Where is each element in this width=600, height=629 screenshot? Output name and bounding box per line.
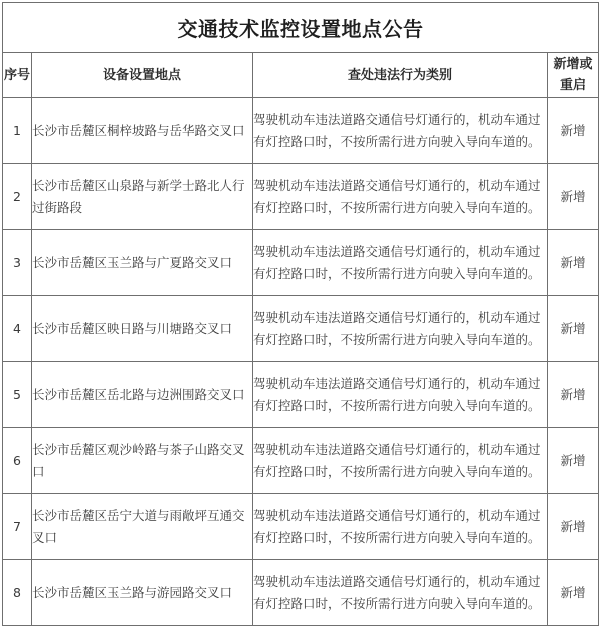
row-index: 3 xyxy=(3,230,32,296)
row-violation: 驾驶机动车违法道路交通信号灯通行的，机动车通过有灯控路口时，不按所需行进方向驶入导向车道的。 xyxy=(253,362,548,428)
row-location: 长沙市岳麓区玉兰路与广夏路交叉口 xyxy=(32,230,253,296)
row-status: 新增 xyxy=(548,494,599,560)
row-status: 新增 xyxy=(548,560,599,626)
table-row xyxy=(3,494,599,560)
table-row xyxy=(3,230,599,296)
row-index: 6 xyxy=(3,428,32,494)
column-header-violation: 查处违法行为类别 xyxy=(253,53,548,98)
row-location: 长沙市岳麓区山泉路与新学士路北人行过街路段 xyxy=(32,164,253,230)
row-location: 长沙市岳麓区岳北路与边洲围路交叉口 xyxy=(32,362,253,428)
page-title: 交通技术监控设置地点公告 xyxy=(3,3,599,53)
notice-document xyxy=(2,2,598,626)
row-index: 5 xyxy=(3,362,32,428)
header-row xyxy=(3,53,599,98)
table-row xyxy=(3,560,599,626)
row-violation: 驾驶机动车违法道路交通信号灯通行的，机动车通过有灯控路口时，不按所需行进方向驶入导向车道的。 xyxy=(253,494,548,560)
column-header-index: 序号 xyxy=(3,53,32,98)
row-status: 新增 xyxy=(548,230,599,296)
column-header-location: 设备设置地点 xyxy=(32,53,253,98)
notice-table xyxy=(2,2,599,626)
row-location: 长沙市岳麓区玉兰路与游园路交叉口 xyxy=(32,560,253,626)
table-row xyxy=(3,428,599,494)
row-status: 新增 xyxy=(548,164,599,230)
column-header-status: 新增或重启 xyxy=(548,53,599,98)
row-violation: 驾驶机动车违法道路交通信号灯通行的，机动车通过有灯控路口时，不按所需行进方向驶入导向车道的。 xyxy=(253,230,548,296)
row-status: 新增 xyxy=(548,296,599,362)
row-violation: 驾驶机动车违法道路交通信号灯通行的，机动车通过有灯控路口时，不按所需行进方向驶入导向车道的。 xyxy=(253,560,548,626)
table-row xyxy=(3,362,599,428)
row-status: 新增 xyxy=(548,98,599,164)
row-location: 长沙市岳麓区映日路与川塘路交叉口 xyxy=(32,296,253,362)
row-location: 长沙市岳麓区观沙岭路与茶子山路交叉口 xyxy=(32,428,253,494)
row-violation: 驾驶机动车违法道路交通信号灯通行的，机动车通过有灯控路口时，不按所需行进方向驶入导向车道的。 xyxy=(253,98,548,164)
row-index: 1 xyxy=(3,98,32,164)
row-location: 长沙市岳麓区桐梓坡路与岳华路交叉口 xyxy=(32,98,253,164)
row-status: 新增 xyxy=(548,362,599,428)
row-violation: 驾驶机动车违法道路交通信号灯通行的，机动车通过有灯控路口时，不按所需行进方向驶入导向车道的。 xyxy=(253,428,548,494)
row-status: 新增 xyxy=(548,428,599,494)
table-row xyxy=(3,296,599,362)
row-violation: 驾驶机动车违法道路交通信号灯通行的，机动车通过有灯控路口时，不按所需行进方向驶入导向车道的。 xyxy=(253,164,548,230)
title-row xyxy=(3,3,599,53)
table-row xyxy=(3,98,599,164)
row-location: 长沙市岳麓区岳宁大道与雨敞坪互通交叉口 xyxy=(32,494,253,560)
row-index: 7 xyxy=(3,494,32,560)
row-index: 2 xyxy=(3,164,32,230)
row-violation: 驾驶机动车违法道路交通信号灯通行的，机动车通过有灯控路口时，不按所需行进方向驶入导向车道的。 xyxy=(253,296,548,362)
row-index: 4 xyxy=(3,296,32,362)
table-row xyxy=(3,164,599,230)
row-index: 8 xyxy=(3,560,32,626)
